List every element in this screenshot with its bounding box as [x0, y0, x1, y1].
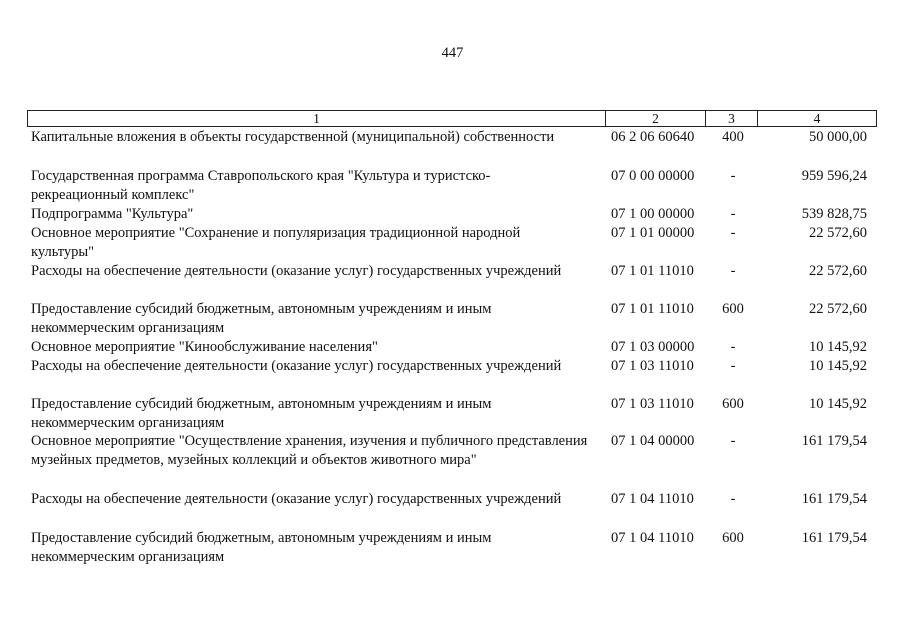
row-name: Расходы на обеспечение деятельности (оказание услуг) государственных учреждений — [31, 263, 562, 279]
row-amount: 22 572,60 — [809, 263, 867, 279]
row-name: Предоставление субсидий бюджетным, автономным учреждениям и иным некоммерческим организациям — [31, 301, 492, 336]
row-type: - — [730, 206, 736, 222]
row-name: Подпрограмма "Культура" — [31, 206, 194, 222]
row-name: Предоставление субсидий бюджетным, автономным учреждениям и иным некоммерческим организациям — [31, 396, 492, 431]
row-amount: 50 000,00 — [809, 129, 867, 145]
row-amount: 22 572,60 — [809, 225, 867, 241]
row-code: 07 1 04 11010 — [611, 491, 694, 507]
row-amount: 10 145,92 — [809, 358, 867, 374]
row-code: 07 1 01 11010 — [611, 263, 694, 279]
row-type: 400 — [722, 129, 744, 145]
row-code: 07 1 04 11010 — [611, 530, 694, 546]
row-code: 07 1 03 11010 — [611, 396, 694, 412]
header-col-2: 2 — [605, 110, 705, 127]
row-amount: 161 179,54 — [801, 491, 867, 507]
row-code: 07 1 01 00000 — [611, 225, 695, 241]
table-header — [27, 110, 877, 127]
row-name: Расходы на обеспечение деятельности (оказание услуг) государственных учреждений — [31, 491, 562, 507]
row-name: Предоставление субсидий бюджетным, автономным учреждениям и иным некоммерческим организациям — [31, 530, 492, 565]
row-amount: 161 179,54 — [801, 530, 867, 546]
row-name: Основное мероприятие "Сохранение и популяризация традиционной народной культуры" — [31, 225, 521, 260]
row-name: Основное мероприятие "Кинообслуживание населения" — [31, 339, 378, 355]
row-code: 07 1 03 00000 — [611, 339, 695, 355]
row-type: - — [730, 225, 736, 241]
row-code: 06 2 06 60640 — [611, 129, 695, 145]
header-col-4: 4 — [757, 110, 877, 127]
row-type: - — [730, 433, 736, 449]
row-type: 600 — [722, 396, 744, 412]
row-name: Основное мероприятие "Осуществление хранения, изучения и публичного представления музейных предметов, музейных коллекций и объектов животного мира" — [31, 433, 588, 468]
row-code: 07 1 00 00000 — [611, 206, 695, 222]
header-col-3: 3 — [705, 110, 757, 127]
row-amount: 10 145,92 — [809, 396, 867, 412]
row-code: 07 1 01 11010 — [611, 301, 694, 317]
row-name: Капитальные вложения в объекты государственной (муниципальной) собственности — [31, 129, 555, 145]
row-name: Расходы на обеспечение деятельности (оказание услуг) государственных учреждений — [31, 358, 562, 374]
row-code: 07 0 00 00000 — [611, 168, 695, 184]
row-amount: 161 179,54 — [801, 433, 867, 449]
row-type: 600 — [722, 530, 744, 546]
row-type: - — [730, 168, 736, 184]
header-col-1: 1 — [27, 110, 605, 127]
row-amount: 539 828,75 — [801, 206, 867, 222]
page-number: 447 — [441, 45, 464, 61]
row-code: 07 1 03 11010 — [611, 358, 694, 374]
row-amount: 22 572,60 — [809, 301, 867, 317]
row-type: - — [730, 491, 736, 507]
row-name: Государственная программа Ставропольского края "Культура и туристско-рекреационный комплекс" — [31, 168, 491, 203]
row-code: 07 1 04 00000 — [611, 433, 695, 449]
row-amount: 10 145,92 — [809, 339, 867, 355]
row-type: - — [730, 339, 736, 355]
row-type: - — [730, 263, 736, 279]
row-type: 600 — [722, 301, 744, 317]
row-type: - — [730, 358, 736, 374]
row-amount: 959 596,24 — [801, 168, 867, 184]
